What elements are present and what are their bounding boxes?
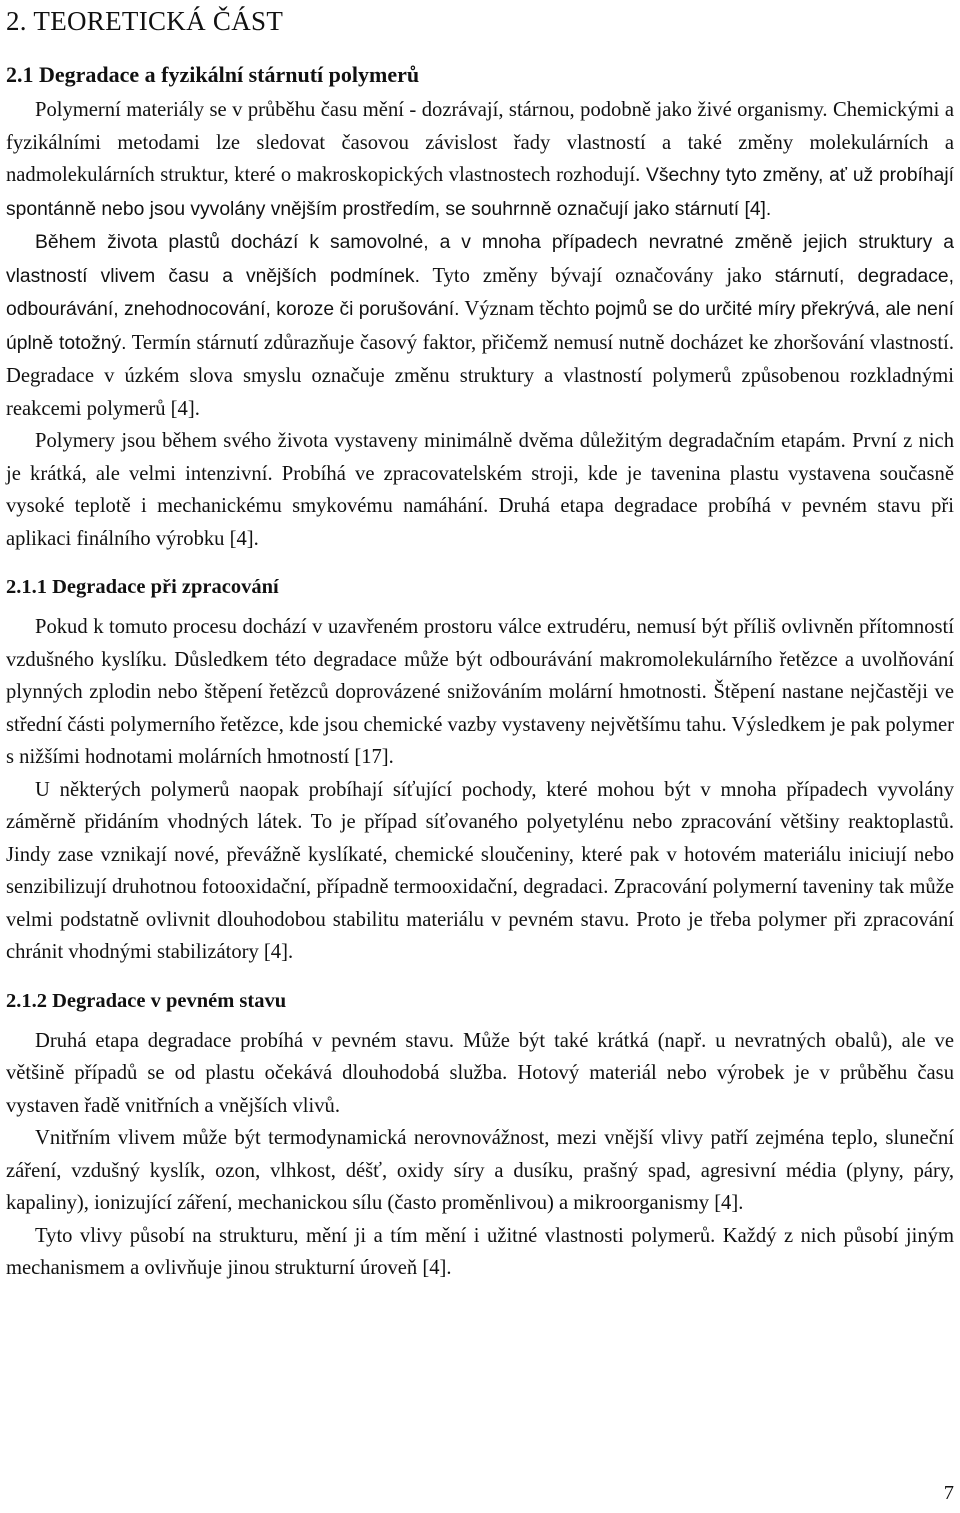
subsection-2-paragraph-3: Tyto vlivy působí na strukturu, mění ji a tím mění i užitné vlastnosti polymerů. Každý z nich působí jiným mechanismem a ovlivňuje jinou strukturní úroveň [4]. [6, 1224, 954, 1279]
intro-p1-serif: Polymerní materiály se v průběhu času mění - dozrávají, stárnou, podobně jako živé organismy. Chemickými a fyzikálními metodami lze sledovat časovou závislost řady vlastností a také změny molekulárních a nadmolekulárních struktur, které o makroskopických vlastnostech rozhodují. [6, 99, 954, 186]
subsection-2-paragraph-2: Vnitřním vlivem může být termodynamická nerovnovážnost, mezi vnější vlivy patří zejména teplo, sluneční záření, vzdušný kyslík, ozon, vlhkost, déšť, oxidy síry a dusíku, prašný spad, agresivní média (plyny, páry, kapaliny), ionizující záření, mechanickou sílu (často proměnlivou) a mikroorganismy [4]. [6, 1127, 954, 1214]
subsection-1-paragraph-1: Pokud k tomuto procesu dochází v uzavřeném prostoru válce extrudéru, nemusí být příliš ovlivněn přítomností vzdušného kyslíku. Důsledkem této degradace může být odbourávání makromolekulárního řetězce a uvolňování plynných zplodin nebo štěpení řetězců doprovázené snižováním molární hmotnosti. Štěpení nastane nejčastěji ve střední části polymerního řetězce, kde jsou chemické vazby vystaveny největšímu tahu. Výsledkem je pak polymer s nižšími hodnotami molárních hmotností [17]. [6, 616, 954, 768]
intro-p2-sans-d: pojmů se do určité míry překrývá, ale není úplně totožný. [6, 299, 954, 354]
intro-p1-sans: Všechny tyto změny, ať už probíhají spontánně nebo jsou vyvolány vnějším prostředím, se souhrnně označují jako stárnutí [4]. [6, 165, 954, 220]
intro-p2-sans: Během života plastů dochází k samovolné, a v mnoha případech nevratné změně jejich struktury a vlastností vlivem času a vnějších podmínek. [6, 232, 954, 287]
subsection-1-title: 2.1.1 Degradace při zpracování [6, 576, 279, 598]
page-number: 7 [943, 1482, 954, 1504]
intro-p2-sans-b: stárnutí, degradace, odbourávání, znehodnocování, koroze či porušování. [6, 265, 954, 320]
intro-paragraph-1 [6, 94, 954, 226]
intro-p2-serif-c: Význam těchto [459, 298, 595, 320]
intro-paragraph-2 [6, 226, 954, 425]
subsection-1-paragraph-2: U některých polymerů naopak probíhají síťující pochody, které mohou být v mnoha případech vyvolány záměrně přidáním vhodných látek. To je případ síťovaného polyetylénu nebo zpracování většiny reaktoplastů. Jindy zase vznikají nové, převážně kyslíkaté, chemické sloučeniny, které pak v hotovém materiálu iniciují nebo senzibilizují druhotnou fotooxidační, případně termooxidační, degradaci. Zpracování polymerní taveniny tak může velmi podstatně ovlivnit dlouhodobou stabilitu materiálu v pevném stavu. Proto je třeba polymer při zpracování chránit vhodnými stabilizátory [4]. [6, 778, 954, 963]
subsection-2-title: 2.1.2 Degradace v pevném stavu [6, 989, 287, 1012]
section-title: 2.1 Degradace a fyzikální stárnutí polymerů [6, 62, 420, 87]
chapter-title: 2. TEORETICKÁ ČÁST [6, 6, 284, 36]
subsection-2-paragraph-1: Druhá etapa degradace probíhá v pevném stavu. Může být také krátká (např. u nevratných obalů), ale ve většině případů se od plastu očekává dlouhodobá služba. Hotový materiál nebo výrobek je v průběhu času vystaven řadě vnitřních a vnějších vlivů. [6, 1029, 954, 1117]
intro-paragraph-3: Polymery jsou během svého života vystaveny minimálně dvěma důležitým degradačním etapám. První z nich je krátká, ale velmi intenzivní. Probíhá ve zpracovatelském stroji, kde je tavenina plastu vystavena současně vysoké teplotě i mechanickému smykovému namáhání. Druhá etapa degradace probíhá v pevném stavu při aplikaci finálního výrobku [4]. [6, 430, 954, 550]
intro-p2-serif-e: Termín stárnutí zdůrazňuje časový faktor, přičemž nemusí nutně docházet ke zhoršování vlastností. Degradace v úzkém slova smyslu označuje změnu struktury a vlastností polymerů způsobenou rozkladnými reakcemi polymerů [4]. [6, 331, 954, 420]
intro-p2-serif-a: Tyto změny bývají označovány jako [419, 264, 775, 287]
